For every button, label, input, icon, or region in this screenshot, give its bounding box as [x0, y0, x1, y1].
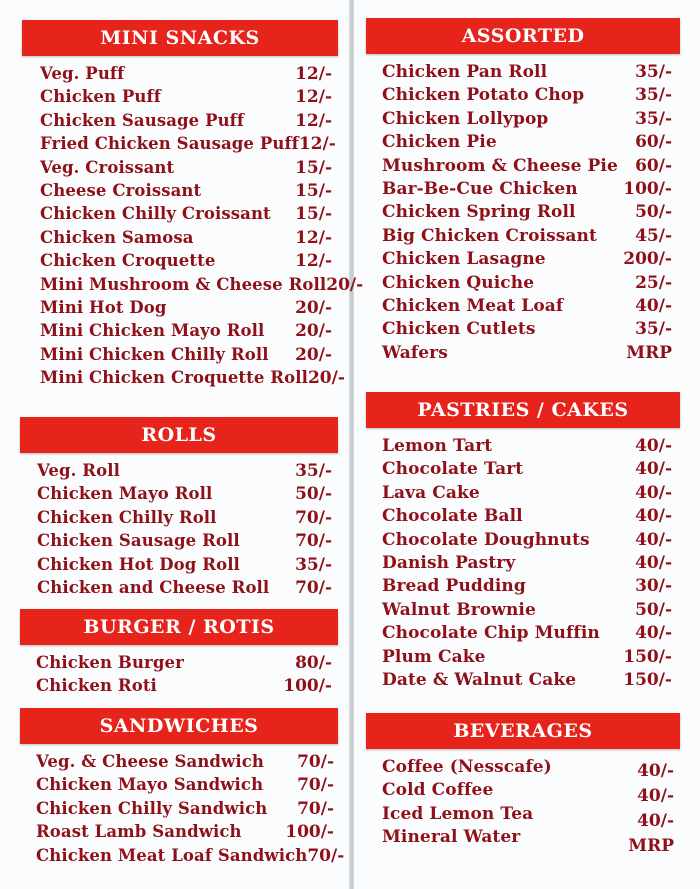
menu-item: [382, 319, 672, 342]
menu-item: [382, 226, 672, 249]
menu-item: [382, 483, 672, 506]
item-price: 20/-: [307, 368, 345, 389]
item-price: 40/-: [635, 482, 672, 503]
menu-item: [40, 64, 332, 87]
menu-item: [382, 670, 672, 693]
item-name: Chocolate Doughnuts: [382, 529, 590, 550]
menu-item: [36, 775, 334, 798]
menu-item: [40, 368, 345, 391]
menu-item: [36, 845, 345, 869]
item-price: 100/-: [623, 178, 672, 199]
item-name: Chicken Sausage Puff: [40, 110, 245, 130]
item-name: Coffee (Nesscafe): [382, 757, 552, 777]
section-sandwiches: [20, 708, 345, 869]
item-name: Mushroom & Cheese Pie: [382, 155, 618, 176]
section-mini-snacks: [22, 20, 364, 391]
item-price: 40/-: [635, 459, 672, 480]
menu-item: [40, 158, 332, 181]
item-name: Chicken Puff: [40, 87, 161, 107]
item-price: 40/-: [635, 436, 672, 456]
item-price: 20/-: [295, 297, 332, 318]
item-name: Chicken Burger: [36, 653, 184, 672]
item-price: 40/-: [635, 506, 672, 527]
item-name: Chicken Sausage Roll: [37, 531, 240, 551]
item-price: 70/-: [297, 798, 334, 819]
item-name: Chicken Lasagne: [382, 249, 546, 270]
item-price: 40/-: [635, 552, 672, 573]
item-price: 45/-: [635, 225, 672, 246]
item-price: 35/-: [635, 108, 672, 129]
item-name: Chicken Mayo Sandwich: [36, 775, 264, 795]
item-price: 40/-: [637, 785, 674, 806]
item-price: 50/-: [295, 484, 332, 505]
item-price: 70/-: [295, 577, 332, 598]
menu-item: [382, 179, 672, 202]
menu-item: [382, 803, 674, 831]
item-price: 70/-: [295, 531, 332, 552]
menu-item: [382, 647, 672, 670]
item-price: 15/-: [295, 204, 332, 225]
menu-item: [382, 85, 672, 108]
item-price: 60/-: [635, 132, 672, 153]
section-header: BEVERAGES: [366, 713, 680, 749]
item-name: Veg. Puff: [40, 64, 125, 83]
item-list: [366, 436, 680, 693]
item-price: MRP: [628, 835, 674, 856]
item-name: Cheese Croissant: [40, 180, 202, 200]
item-name: Chocolate Ball: [382, 506, 523, 527]
item-name: Mini Chicken Mayo Roll: [40, 321, 265, 341]
item-price: 20/-: [295, 344, 332, 365]
menu-item: [382, 780, 674, 806]
item-list: [366, 757, 680, 856]
item-price: 12/-: [295, 110, 332, 131]
item-price: 35/-: [295, 554, 332, 575]
item-list: [366, 62, 680, 366]
menu-item: [40, 134, 336, 157]
item-name: Chicken Samosa: [40, 227, 194, 247]
menu-item: [382, 343, 672, 366]
menu-item: [382, 623, 672, 646]
item-price: 80/-: [295, 653, 332, 673]
menu-item: [382, 506, 672, 529]
item-price: 40/-: [635, 295, 672, 316]
item-price: 70/-: [307, 845, 345, 866]
menu-item: [37, 531, 332, 554]
item-name: Mineral Water: [382, 827, 521, 848]
item-price: 150/-: [623, 669, 672, 690]
item-name: Chicken Pan Roll: [382, 62, 548, 82]
item-price: 70/-: [295, 507, 332, 528]
item-price: 20/-: [326, 274, 364, 295]
menu-item: [382, 202, 672, 225]
item-name: Fried Chicken Sausage Puff: [40, 134, 299, 154]
item-name: Chicken Mayo Roll: [37, 484, 213, 504]
item-name: Mini Hot Dog: [40, 297, 167, 317]
item-name: Chicken Potato Chop: [382, 85, 585, 106]
item-name: Chicken Cutlets: [382, 319, 536, 340]
item-name: Chicken Chilly Roll: [37, 507, 217, 527]
item-name: Chicken Lollypop: [382, 108, 549, 129]
item-price: 25/-: [635, 272, 672, 293]
item-price: 12/-: [295, 87, 332, 108]
item-name: Lava Cake: [382, 482, 480, 503]
menu-item: [40, 274, 364, 298]
item-price: 35/-: [635, 85, 672, 106]
menu-item: [37, 461, 332, 484]
item-name: Chicken Chilly Sandwich: [36, 798, 268, 818]
item-name: Walnut Brownie: [382, 599, 536, 620]
item-name: Chicken and Cheese Roll: [37, 577, 270, 597]
menu-item: [36, 822, 334, 845]
item-price: 100/-: [285, 822, 334, 843]
item-name: Chocolate Chip Muffin: [382, 623, 600, 644]
item-price: 70/-: [297, 752, 334, 772]
menu-item: [382, 109, 672, 132]
menu-item: [40, 298, 332, 321]
item-name: Bar-Be-Cue Chicken: [382, 178, 578, 199]
menu-item: [382, 436, 672, 459]
item-name: Mini Chicken Chilly Roll: [40, 344, 269, 364]
menu-item: [382, 132, 672, 155]
menu-item: [40, 345, 332, 368]
menu-item: [40, 321, 332, 344]
item-price: 40/-: [637, 761, 674, 781]
menu-item: [36, 799, 334, 822]
item-name: Chicken Pie: [382, 132, 497, 153]
item-name: Roast Lamb Sandwich: [36, 822, 242, 842]
section-header: SANDWICHES: [20, 708, 338, 744]
item-price: 50/-: [635, 599, 672, 620]
section-header: ROLLS: [20, 417, 338, 453]
menu-item: [382, 62, 672, 85]
menu-item: [382, 459, 672, 482]
item-name: Chicken Chilly Croissant: [40, 204, 271, 224]
menu-item: [37, 555, 332, 578]
item-price: 200/-: [623, 249, 672, 270]
item-price: 35/-: [295, 461, 332, 481]
item-name: Big Chicken Croissant: [382, 225, 597, 246]
item-price: 40/-: [635, 623, 672, 644]
item-name: Lemon Tart: [382, 436, 493, 456]
item-name: Plum Cake: [382, 646, 486, 667]
item-price: 60/-: [635, 155, 672, 176]
menu-item: [382, 273, 672, 296]
item-name: Chicken Croquette: [40, 251, 216, 271]
item-name: Chicken Meat Loaf Sandwich: [36, 845, 308, 865]
item-list: [22, 64, 364, 391]
section-rolls: [20, 417, 338, 601]
section-assorted: [366, 18, 680, 366]
menu-item: [382, 156, 672, 179]
menu-item: [40, 181, 332, 204]
item-name: Mini Mushroom & Cheese Roll: [40, 274, 327, 294]
section-header: PASTRIES / CAKES: [366, 392, 680, 428]
item-name: Wafers: [382, 342, 448, 363]
item-name: Date & Walnut Cake: [382, 669, 577, 690]
menu-item: [40, 204, 332, 227]
item-price: 100/-: [283, 676, 332, 697]
item-list: [20, 653, 338, 700]
section-header: BURGER / ROTIS: [20, 609, 338, 645]
menu-item: [40, 228, 332, 251]
menu-item: [40, 87, 332, 110]
item-price: 40/-: [637, 810, 674, 831]
menu-item: [37, 578, 332, 601]
menu-item: [37, 484, 332, 507]
menu-item: [40, 111, 332, 134]
section-beverages: [366, 713, 680, 856]
section-pastries-cakes: [366, 392, 680, 693]
item-price: 150/-: [623, 646, 672, 667]
item-price: 15/-: [295, 180, 332, 201]
item-price: 40/-: [635, 529, 672, 550]
item-list: [20, 752, 345, 869]
menu-item: [37, 508, 332, 531]
item-name: Chicken Spring Roll: [382, 202, 576, 223]
section-burger-rotis: [20, 609, 338, 700]
menu-item: [40, 251, 332, 274]
item-price: 15/-: [295, 157, 332, 178]
item-name: Chicken Hot Dog Roll: [37, 554, 240, 574]
menu-item: [382, 296, 672, 319]
section-header: ASSORTED: [366, 18, 680, 54]
item-price: 12/-: [298, 134, 336, 155]
menu-item: [382, 757, 674, 780]
item-price: 35/-: [635, 62, 672, 82]
menu-item: [36, 676, 332, 699]
menu-item: [382, 530, 672, 553]
menu-item: [36, 752, 334, 775]
item-name: Bread Pudding: [382, 576, 526, 597]
item-price: 50/-: [635, 202, 672, 223]
item-price: 12/-: [295, 64, 332, 84]
item-price: 30/-: [635, 576, 672, 597]
item-price: 12/-: [295, 251, 332, 272]
menu-item: [36, 653, 332, 676]
item-name: Chicken Meat Loaf: [382, 295, 564, 316]
item-price: 20/-: [295, 321, 332, 342]
menu-item: [382, 576, 672, 599]
menu-item: [382, 249, 672, 272]
item-name: Cold Coffee: [382, 780, 494, 801]
menu-item: [382, 553, 672, 576]
item-list: [20, 461, 338, 601]
item-name: Danish Pastry: [382, 552, 516, 573]
item-name: Veg. Roll: [37, 461, 120, 480]
item-name: Chicken Quiche: [382, 272, 535, 293]
item-name: Chicken Roti: [36, 676, 157, 696]
item-price: MRP: [626, 342, 672, 363]
item-name: Mini Chicken Croquette Roll: [40, 368, 308, 388]
item-name: Chocolate Tart: [382, 459, 524, 480]
item-name: Veg. Croissant: [40, 157, 175, 177]
menu-item: [382, 600, 672, 623]
item-price: 12/-: [295, 227, 332, 248]
item-price: 70/-: [297, 775, 334, 796]
item-name: Iced Lemon Tea: [382, 803, 534, 824]
item-price: 35/-: [635, 319, 672, 340]
menu-item: [382, 827, 674, 856]
section-header: MINI SNACKS: [22, 20, 338, 56]
item-name: Veg. & Cheese Sandwich: [36, 752, 264, 771]
